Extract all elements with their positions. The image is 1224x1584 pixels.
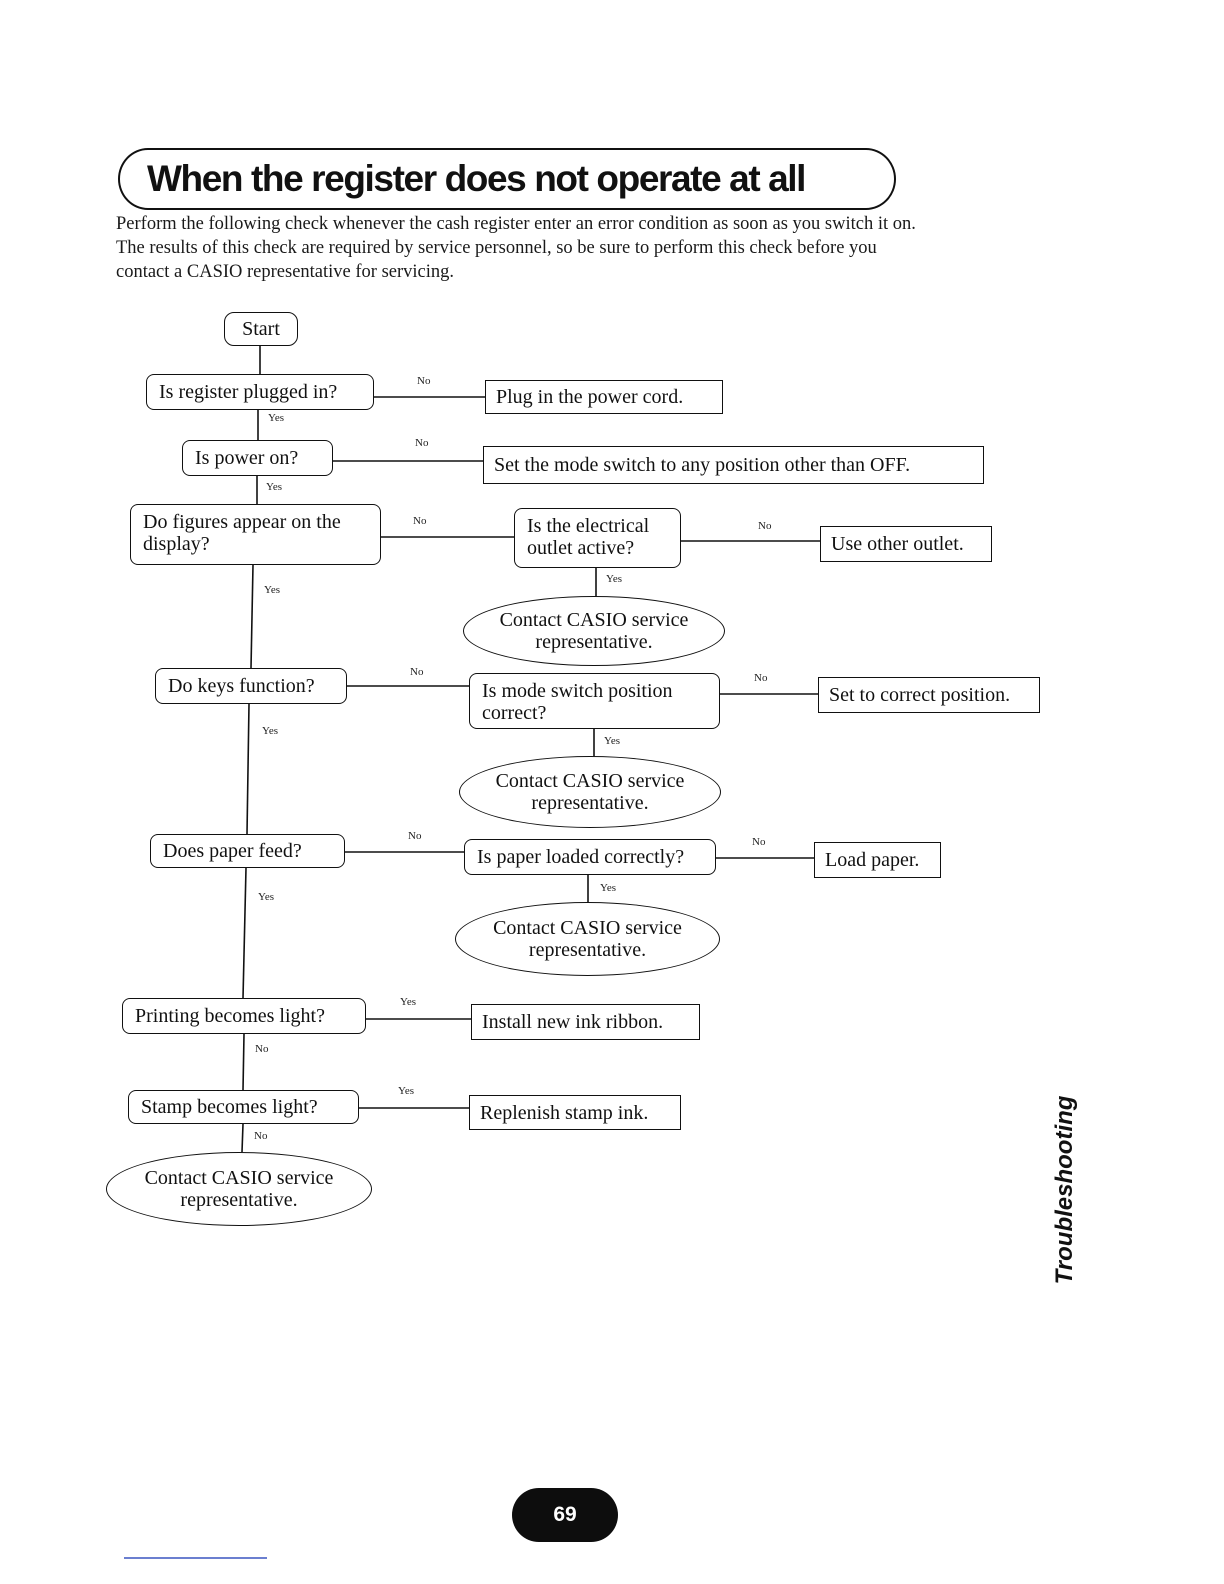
branch-label-no: No	[255, 1043, 269, 1055]
page-number-badge	[512, 1488, 618, 1542]
decision-stamp-light	[128, 1090, 359, 1124]
decision-label: Is paper loaded correctly?	[477, 846, 685, 868]
decision-keys-function	[155, 668, 347, 704]
decision-paper-feed	[150, 834, 345, 868]
branch-label-no: No	[408, 830, 422, 842]
action-label: Install new ink ribbon.	[482, 1011, 664, 1033]
decision-outlet-active	[514, 508, 681, 568]
action-set-correct	[818, 677, 1040, 713]
decision-figures-display	[130, 504, 381, 565]
page-number: 69	[553, 1503, 577, 1526]
decision-paper-loaded	[464, 839, 716, 875]
branch-label-yes: Yes	[262, 725, 279, 737]
branch-label-no: No	[417, 375, 431, 387]
action-mode-switch	[483, 446, 984, 484]
flow-start-label: Start	[242, 318, 280, 340]
section-side-tab	[1040, 1085, 1090, 1295]
action-label: Load paper.	[825, 849, 920, 871]
branch-label-no: No	[754, 672, 768, 684]
action-plug-cord	[485, 380, 723, 414]
decision-power-on	[182, 440, 333, 476]
decision-label: Is register plugged in?	[159, 381, 338, 403]
connector	[247, 704, 249, 834]
flow-start	[224, 312, 298, 346]
branch-label-no: No	[413, 515, 427, 527]
branch-label-no: No	[415, 437, 429, 449]
contact-casio-oval	[459, 756, 721, 828]
branch-label-no: No	[254, 1130, 268, 1142]
contact-label: Contact CASIO service representative.	[493, 917, 682, 961]
intro-line: Perform the following check whenever the cash register enter an error condition as soon as you switch it on.	[116, 214, 916, 234]
bottom-rule	[124, 1557, 267, 1559]
page-title: When the register does not operate at all	[147, 158, 806, 199]
action-other-outlet	[820, 526, 992, 562]
branch-label-yes: Yes	[400, 996, 417, 1008]
decision-printing-light	[122, 998, 366, 1034]
decision-label: Is the electrical outlet active?	[527, 515, 650, 559]
contact-casio-oval	[455, 902, 720, 976]
connector	[242, 1124, 243, 1152]
branch-label-yes: Yes	[604, 735, 621, 747]
branch-label-no: No	[752, 836, 766, 848]
action-load-paper	[814, 842, 941, 878]
action-ink-ribbon	[471, 1004, 700, 1040]
branch-label-yes: Yes	[606, 573, 623, 585]
action-label: Set to correct position.	[829, 684, 1011, 706]
action-label: Use other outlet.	[831, 533, 964, 555]
decision-mode-correct	[469, 673, 720, 729]
intro-line: contact a CASIO representative for servicing.	[116, 262, 455, 282]
branch-label-no: No	[410, 666, 424, 678]
branch-label-yes: Yes	[258, 891, 275, 903]
action-stamp-ink	[469, 1095, 681, 1130]
connector	[243, 868, 246, 998]
action-label: Set the mode switch to any position other than OFF.	[494, 454, 911, 476]
decision-label: Is mode switch position correct?	[482, 680, 673, 724]
branch-label-yes: Yes	[266, 481, 283, 493]
action-label: Plug in the power cord.	[496, 386, 684, 408]
contact-label: Contact CASIO service representative.	[144, 1167, 334, 1211]
branch-label-yes: Yes	[600, 882, 617, 894]
branch-label-no: No	[758, 520, 772, 532]
connector	[243, 1034, 244, 1090]
decision-label: Do figures appear on the display?	[143, 511, 341, 555]
branch-label-yes: Yes	[398, 1085, 415, 1097]
contact-label: Contact CASIO service representative.	[495, 770, 685, 814]
decision-label: Stamp becomes light?	[141, 1096, 318, 1118]
branch-label-yes: Yes	[268, 412, 285, 424]
decision-label: Does paper feed?	[163, 840, 302, 862]
contact-casio-oval	[463, 596, 725, 666]
contact-casio-oval	[106, 1152, 372, 1226]
connector	[251, 565, 253, 668]
decision-label: Do keys function?	[168, 675, 315, 697]
decision-label: Printing becomes light?	[135, 1005, 325, 1027]
decision-plugged-in	[146, 374, 374, 410]
contact-label: Contact CASIO service representative.	[499, 609, 689, 653]
section-side-tab-label: Troubleshooting	[1051, 1095, 1078, 1285]
decision-label: Is power on?	[195, 447, 299, 469]
action-label: Replenish stamp ink.	[480, 1101, 649, 1124]
intro-line: The results of this check are required by service personnel, so be sure to perform this check before you	[116, 238, 877, 258]
branch-label-yes: Yes	[264, 584, 281, 596]
